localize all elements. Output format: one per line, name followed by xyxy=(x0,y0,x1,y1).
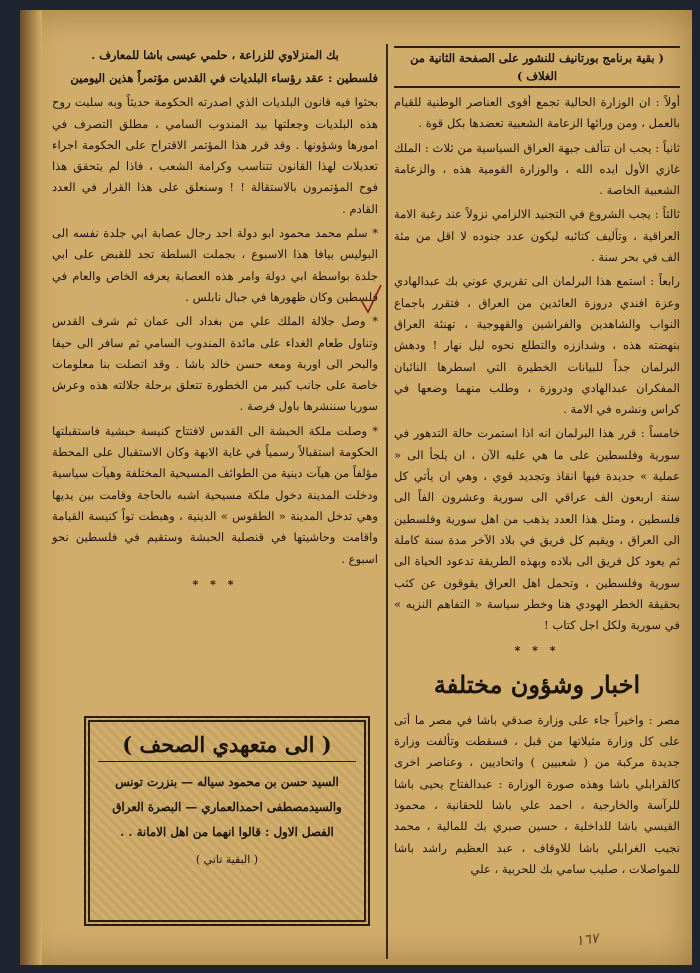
ad-line-first-chapter: الفصل الاول : قالوا انهما من اهل الامانة . . xyxy=(120,825,334,839)
section-title: اخبار وشؤون مختلفة xyxy=(433,669,641,699)
newspaper-page xyxy=(20,10,692,965)
paragraph-third: ثالثاً : يجب الشروع في التجنيد الالزامي نزولاً عند رغبة الامة العراقية ، وتأليف كتائبه ليكون عدد جنوده لا اقل من مئة الف في بحر سنة . xyxy=(394,207,680,265)
paragraph-first: أولاً : ان الوزارة الحالية تجمع أقوى العناصر الوطنية للقيام بالعمل ، ومن ورائها الزعامة الشعبية تعضدها بكل قوة . xyxy=(394,95,680,131)
section-separator-left: * * * xyxy=(192,577,238,591)
news-paragraph-municipalities: بحثوا فيه قانون البلديات الذي اصدرته الحكومة حديثاً وبه سلبت روح هذه البلديات وجعلتها بيد المندوب السامي ، مطلق التصرف في امورها وشؤونها . وقد قرر هذا المؤتمر الاقتراح على الحكومة اجراء تعديلات لهذا القانون تتناسب وكرامة الشعب ، فاذا لم يتحقق هذا فوح المؤتمرون بالاستقالة ! ! وسنعلق على هذا القرار في العدد القادم . xyxy=(52,95,378,216)
right-column xyxy=(394,46,680,883)
ad-line-agent-basra: والسيدمصطفى احمدالعماري — البصرة العراق xyxy=(112,800,342,814)
left-column xyxy=(52,46,378,599)
page-binding-edge xyxy=(20,10,42,965)
paragraph-fourth: رابعاً : استمع هذا البرلمان الى تقريري عوني بك عبدالهادي وعزة افندي دروزة العائدين من العراق ، فتقرر باجماع النواب والشاهدين والفراشين والقهوجية ، تهنئة العراق بنهضته هذه ، وشداززه والتطلع نحوه ليل نهار ! ودهش البرلمان جداً للبيانات الخطيرة التي اسطرها النائبان المفكران عبدالهادي ودروزة ، وطلب منهما وضعها في كراس ونشره في الامة . xyxy=(394,274,680,417)
paragraph-second: ثانياً : يجب ان تتألف جبهة العراق السياسية من ثلاث : الملك غازي الأول ايده الله ، والوزارة القومية هذه ، والزعامة الشعبية الخاصة . xyxy=(394,140,680,198)
ad-continued-note: ( البقية تاتي ) xyxy=(195,853,259,866)
left-column-header: بك المنزلاوي للزراعة ، حلمي عيسى باشا للمعارف . xyxy=(91,48,339,62)
paragraph-fifth: خامساً : قرر هذا البرلمان انه اذا استمرت حالة التدهور في سورية وفلسطين على ما هي عليه الآن ، ان يلجأ الى « عملية » جديدة فيها انقاذ وتجديد قوي ، وهي ان يأتي كل سنة اربعون الف عراقي الى سورية وعشرون الفاً الى فلسطين ، ومثل هذا العدد يذهب من اهل سورية وفلسطين الى العراق ، ويقيم كل فريق في بلاد الآخر مدة سنة كاملة ثم يعود كل فريق الى بلاده وبهذه الطريقة تدعود الحياة الى سورية وفلسطين ، وتحمل اهل العراق يقوقون عن كثب بحقيقة الخطر الهودي هنا وخطر سياسة « التفاهم النزيه » في سورية ولكل اجل كتاب ! xyxy=(394,426,680,633)
ad-title: ( الى متعهدي الصحف ) xyxy=(98,732,356,762)
news-paragraph-king: * وصل جلالة الملك علي من بغداد الى عمان ثم شرف القدس وتناول طعام الغداء على مائدة المندوب السامي ثم سافر الى حيفا والبحر الى اوربة ومعه حسن خالد باشا . وقد اتصلت بنا معلومات خاصة على جانب كبير من الخطورة تتعلق برحلة جلالته هذه وعرش سوريا سننشرها باول فرصة . xyxy=(52,314,378,414)
right-column-header: ( بقية برنامج بورتانيف للنشور على الصفحة الثانية من الغلاف ) xyxy=(394,46,680,88)
ad-line-agent-tunis: السيد حسن بن محمود سياله — بنزرت تونس xyxy=(115,775,339,789)
news-paragraph-egypt: مصر : واخيراً جاء على وزارة صدقي باشا في مصر ما أتى على كل وزارة مثيلاتها من قبل ، فسقطت وتألفت وزارة جديدة مركبة من ( شعبيين ) واتحاديين ، وعناصر اخرى كالقرابلي باشا وهذه صورة الوزارة : عبدالفتاح يحيى باشا للرآسة والخارجية ، احمد علي باشا للحقانية ، محمود القيسي باشا للداخلية ، حسين صبري بك للمالية ، محمد نجيب الغرابلي باشا للاوقاف ، عبد العظيم راشد باشا للمواصلات ، صليب سامي بك للحربية ، علي xyxy=(394,712,680,876)
pencil-check-mark-icon xyxy=(358,282,384,316)
handwritten-page-number: ١٦٧ xyxy=(574,930,600,950)
column-divider xyxy=(386,44,388,959)
section-separator: * * * xyxy=(514,644,560,658)
palestine-subheading: فلسطين : عقد رؤساء البلديات في القدس مؤتمراً هذين اليومين xyxy=(70,71,378,85)
news-paragraph-gang: * سلم محمد محمود ابو دولة احد رجال عصابة ابي جلدة نفسه الى البوليس بيافا هذا الاسبوع ، بجملت السلطة تجد للقبض على ابي جلدة بواسطة ابي دولة وامر هذه العصابة يعرفه الخاص والعام في فلسطين وكان ظهورها في جبال نابلس . xyxy=(52,226,378,304)
advertisement-box xyxy=(84,716,370,926)
news-paragraph-abyssinia: * وصلت ملكة الحبشة الى القدس لافتتاح كنيسة حبشية فاستقبلتها الحكومة استقبالاً رسمياً في غاية الابهة وكان الاستقبال على المحطة مؤلفاً من هيآت دينية من الطوائف المسيحية المختلفة وهيآت سياسية ودخلت المدينة دخول ملكة مسيحية اشبه بالحاجة وقامت بين يديها وهي تدخل المدينة « الطقوس » الدينية ، وهبطت تواً كنيسة القيامة واقامت وحاشيتها في قنصلية الحبشة وستقيم في فلسطين نحو اسبوع . xyxy=(52,423,378,566)
